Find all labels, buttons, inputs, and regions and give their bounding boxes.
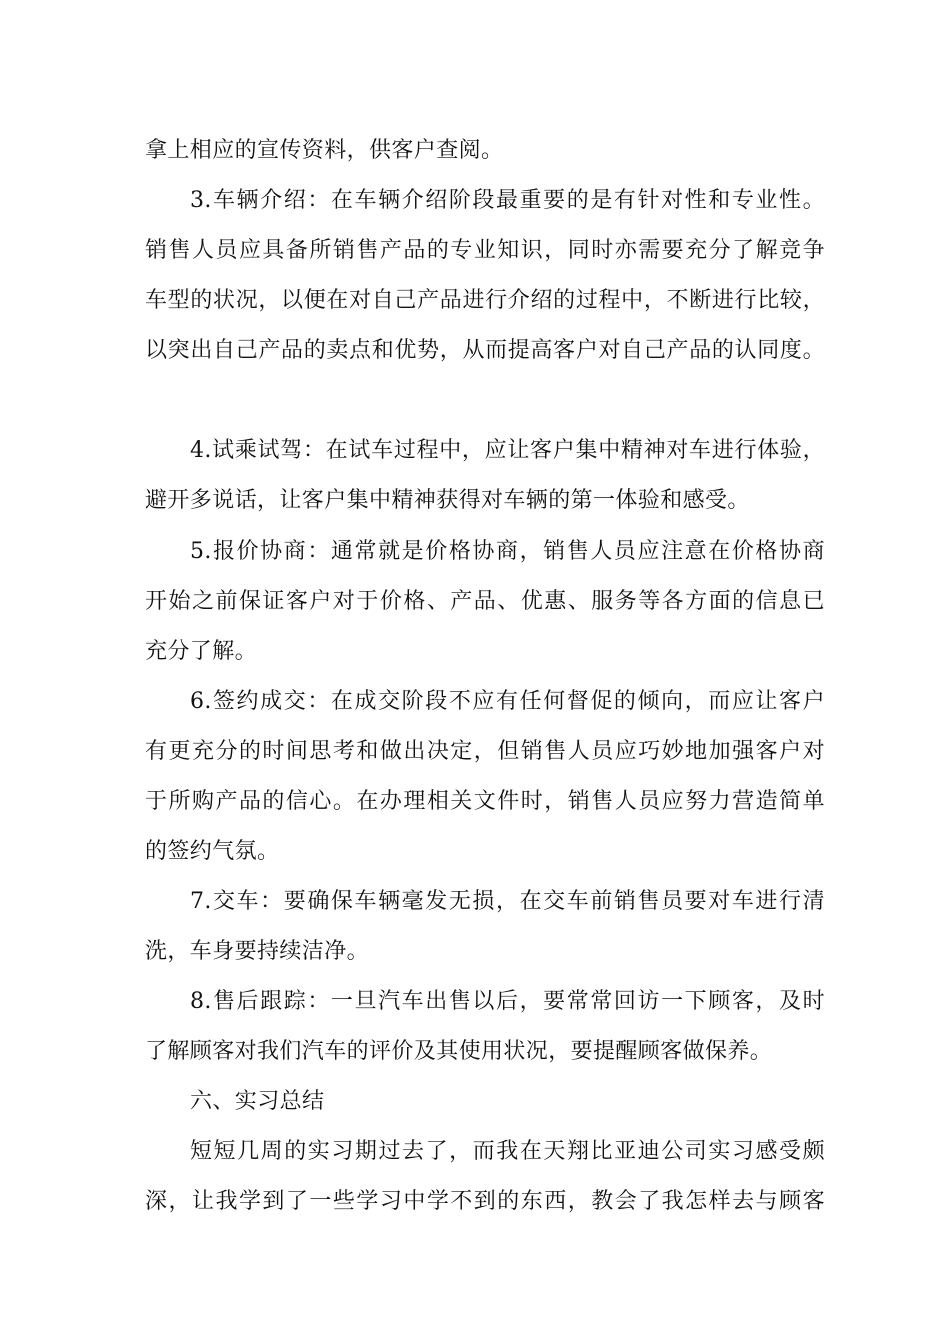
paragraph-line: 有更充分的时间思考和做出决定，但销售人员应巧妙地加强客户对 — [145, 739, 825, 764]
paragraph-line: 8.售后跟踪：一旦汽车出售以后，要常常回访一下顾客，及时 — [190, 989, 825, 1014]
paragraph-line: 于所购产品的信心。在办理相关文件时，销售人员应努力营造简单 — [145, 789, 825, 814]
paragraph-line: 以突出自己产品的卖点和优势，从而提高客户对自己产品的认同度。 — [145, 338, 825, 363]
paragraph-line: 拿上相应的宣传资料，供客户查阅。 — [145, 138, 504, 163]
paragraph-line: 短短几周的实习期过去了，而我在天翔比亚迪公司实习感受颇 — [190, 1139, 825, 1164]
paragraph-line: 深，让我学到了一些学习中学不到的东西，教会了我怎样去与顾客 — [145, 1189, 825, 1214]
paragraph-line: 了解顾客对我们汽车的评价及其使用状况，要提醒顾客做保养。 — [145, 1039, 773, 1064]
paragraph-line: 洗，车身要持续洁净。 — [145, 939, 370, 964]
section-heading: 六、实习总结 — [190, 1089, 325, 1114]
paragraph-line: 充分了解。 — [145, 639, 258, 664]
paragraph-line: 销售人员应具备所销售产品的专业知识，同时亦需要充分了解竞争 — [145, 238, 825, 263]
paragraph-line: 4.试乘试驾：在试车过程中，应让客户集中精神对车进行体验， — [190, 438, 825, 463]
paragraph-line: 的签约气氛。 — [145, 839, 280, 864]
paragraph-line: 7.交车：要确保车辆毫发无损，在交车前销售员要对车进行清 — [190, 889, 825, 914]
paragraph-line: 开始之前保证客户对于价格、产品、优惠、服务等各方面的信息已 — [145, 589, 825, 614]
paragraph-line: 3.车辆介绍：在车辆介绍阶段最重要的是有针对性和专业性。 — [190, 188, 825, 213]
paragraph-line: 避开多说话，让客户集中精神获得对车辆的第一体验和感受。 — [145, 488, 750, 513]
paragraph-line: 5.报价协商：通常就是价格协商，销售人员应注意在价格协商 — [190, 539, 825, 564]
paragraph-line: 车型的状况，以便在对自己产品进行介绍的过程中，不断进行比较， — [145, 288, 825, 313]
paragraph-line: 6.签约成交：在成交阶段不应有任何督促的倾向，而应让客户 — [190, 689, 825, 714]
